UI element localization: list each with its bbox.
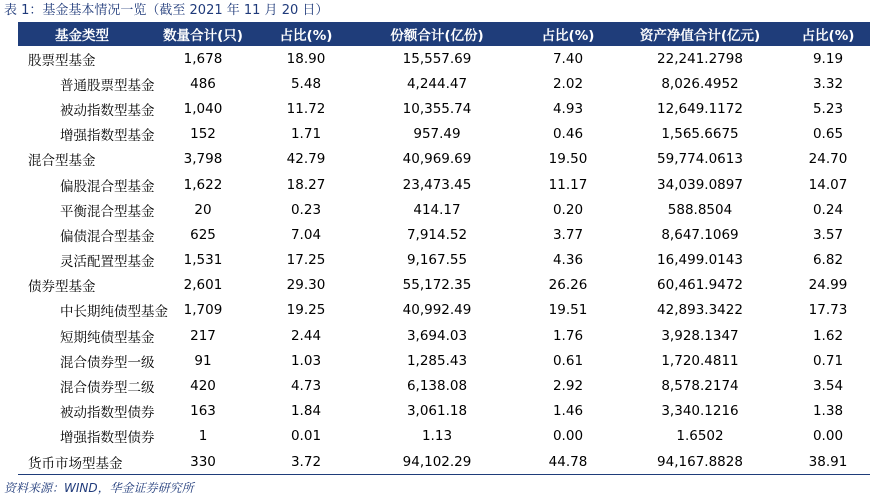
value-cell: 19.25 <box>286 302 326 319</box>
category-row <box>18 46 870 71</box>
value-cell: 40,969.69 <box>402 151 472 168</box>
value-cell: 42,893.3422 <box>657 302 743 319</box>
fund-type-cell: 混合型基金 <box>28 153 96 170</box>
table-caption: 表 1：基金基本情况一览（截至 2021 年 11 月 20 日） <box>4 3 329 18</box>
subcategory-row <box>18 96 870 121</box>
value-cell: 217 <box>190 327 216 344</box>
column-header-4: 占比(%) <box>522 22 614 46</box>
value-cell: 5.23 <box>812 100 844 117</box>
value-cell: 4.36 <box>552 252 584 269</box>
value-cell: 3,798 <box>183 151 223 168</box>
value-cell: 152 <box>190 126 216 143</box>
value-cell: 1,678 <box>183 50 223 67</box>
fund-type-cell: 股票型基金 <box>28 52 96 69</box>
value-cell: 0.00 <box>552 428 584 445</box>
value-cell: 14.07 <box>808 176 848 193</box>
value-cell: 330 <box>146 449 260 475</box>
fund-type-cell: 混合债券型一级 <box>60 354 155 371</box>
value-cell: 1.46 <box>552 403 584 420</box>
value-cell: 0.61 <box>552 352 584 369</box>
value-cell: 3,694.03 <box>406 327 468 344</box>
value-cell: 60,461.9472 <box>657 277 743 294</box>
value-cell: 4,244.47 <box>406 75 468 92</box>
value-cell: 1,040 <box>183 100 223 117</box>
column-header-0: 基金类型 <box>18 22 146 46</box>
fund-type-cell: 中长期纯债型基金 <box>60 304 168 321</box>
value-cell: 11.72 <box>286 100 326 117</box>
value-cell: 29.30 <box>286 277 326 294</box>
table-header <box>18 22 870 46</box>
column-header-3: 份额合计(亿份) <box>352 22 522 46</box>
value-cell: 1.84 <box>290 403 322 420</box>
value-cell: 3,928.1347 <box>661 327 739 344</box>
value-cell: 11.17 <box>548 176 588 193</box>
value-cell: 34,039.0897 <box>657 176 743 193</box>
fund-type-cell: 货币市场型基金 <box>18 449 146 475</box>
fund-type-cell: 偏股混合型基金 <box>60 178 155 195</box>
value-cell: 0.20 <box>552 201 584 218</box>
value-cell: 0.46 <box>552 126 584 143</box>
fund-type-cell: 增强指数型债券 <box>60 430 155 447</box>
value-cell: 24.70 <box>808 151 848 168</box>
value-cell: 5.48 <box>290 75 322 92</box>
value-cell: 0.01 <box>290 428 322 445</box>
value-cell: 9.19 <box>812 50 844 67</box>
value-cell: 0.71 <box>812 352 844 369</box>
value-cell: 3.57 <box>812 226 844 243</box>
fund-type-cell: 增强指数型基金 <box>60 128 155 145</box>
value-cell: 10,355.74 <box>402 100 472 117</box>
value-cell: 4.93 <box>552 100 584 117</box>
value-cell: 3,340.1216 <box>661 403 739 420</box>
value-cell: 94,102.29 <box>352 449 522 475</box>
category-row <box>18 449 870 475</box>
value-cell: 26.26 <box>548 277 588 294</box>
value-cell: 59,774.0613 <box>657 151 743 168</box>
value-cell: 40,992.49 <box>402 302 472 319</box>
value-cell: 588.8504 <box>667 201 733 218</box>
value-cell: 7.40 <box>552 50 584 67</box>
source-note: 资料来源：WIND，华金证券研究所 <box>4 481 194 495</box>
value-cell: 2.02 <box>552 75 584 92</box>
value-cell: 38.91 <box>786 449 870 475</box>
fund-overview-table <box>18 22 870 475</box>
value-cell: 20 <box>194 201 212 218</box>
table-body <box>18 46 870 475</box>
fund-type-cell: 短期纯债型基金 <box>60 329 155 346</box>
value-cell: 19.50 <box>548 151 588 168</box>
subcategory-row <box>18 348 870 373</box>
subcategory-row <box>18 298 870 323</box>
value-cell: 8,647.1069 <box>661 226 739 243</box>
value-cell: 2.92 <box>552 378 584 395</box>
value-cell: 94,167.8828 <box>614 449 786 475</box>
value-cell: 1,709 <box>183 302 223 319</box>
value-cell: 1.03 <box>290 352 322 369</box>
subcategory-row <box>18 399 870 424</box>
subcategory-row <box>18 424 870 449</box>
value-cell: 3.32 <box>812 75 844 92</box>
value-cell: 1.71 <box>290 126 322 143</box>
value-cell: 9,167.55 <box>406 252 468 269</box>
value-cell: 7,914.52 <box>406 226 468 243</box>
value-cell: 8,578.2174 <box>661 378 739 395</box>
value-cell: 6,138.08 <box>406 378 468 395</box>
value-cell: 1 <box>198 428 208 445</box>
fund-type-cell: 偏债混合型基金 <box>60 228 155 245</box>
value-cell: 7.04 <box>290 226 322 243</box>
subcategory-row <box>18 248 870 273</box>
value-cell: 0.24 <box>812 201 844 218</box>
header-row <box>18 22 870 46</box>
column-header-1: 数量合计(只) <box>146 22 260 46</box>
value-cell: 8,026.4952 <box>661 75 739 92</box>
column-header-5: 资产净值合计(亿元) <box>614 22 786 46</box>
value-cell: 18.90 <box>286 50 326 67</box>
fund-type-cell: 平衡混合型基金 <box>60 203 155 220</box>
value-cell: 0.23 <box>290 201 322 218</box>
value-cell: 22,241.2798 <box>657 50 743 67</box>
value-cell: 23,473.45 <box>402 176 472 193</box>
value-cell: 625 <box>190 226 216 243</box>
value-cell: 0.65 <box>812 126 844 143</box>
value-cell: 6.82 <box>812 252 844 269</box>
value-cell: 1,622 <box>183 176 223 193</box>
value-cell: 3.72 <box>260 449 352 475</box>
subcategory-row <box>18 71 870 96</box>
value-cell: 1,720.4811 <box>661 352 739 369</box>
fund-type-cell: 被动指数型债券 <box>60 405 155 422</box>
value-cell: 17.73 <box>808 302 848 319</box>
value-cell: 957.49 <box>413 126 461 143</box>
value-cell: 486 <box>190 75 216 92</box>
value-cell: 420 <box>190 378 216 395</box>
value-cell: 3.77 <box>552 226 584 243</box>
subcategory-row <box>18 197 870 222</box>
column-header-6: 占比(%) <box>786 22 870 46</box>
value-cell: 1.6502 <box>676 428 724 445</box>
value-cell: 42.79 <box>286 151 326 168</box>
column-header-2: 占比(%) <box>260 22 352 46</box>
subcategory-row <box>18 122 870 147</box>
value-cell: 2.44 <box>290 327 322 344</box>
value-cell: 1,285.43 <box>406 352 468 369</box>
value-cell: 163 <box>190 403 216 420</box>
subcategory-row <box>18 222 870 247</box>
category-row <box>18 273 870 298</box>
value-cell: 44.78 <box>522 449 614 475</box>
value-cell: 18.27 <box>286 176 326 193</box>
value-cell: 17.25 <box>286 252 326 269</box>
fund-type-cell: 债券型基金 <box>28 279 96 296</box>
value-cell: 3.54 <box>812 378 844 395</box>
value-cell: 1.13 <box>421 428 453 445</box>
fund-type-cell: 被动指数型基金 <box>60 102 155 119</box>
subcategory-row <box>18 172 870 197</box>
value-cell: 1.38 <box>812 403 844 420</box>
fund-type-cell: 普通股票型基金 <box>60 77 155 94</box>
fund-type-cell: 混合债券型二级 <box>60 380 155 397</box>
value-cell: 91 <box>194 352 212 369</box>
value-cell: 1,565.6675 <box>661 126 739 143</box>
value-cell: 3,061.18 <box>406 403 468 420</box>
value-cell: 1.62 <box>812 327 844 344</box>
value-cell: 55,172.35 <box>402 277 472 294</box>
value-cell: 1.76 <box>552 327 584 344</box>
value-cell: 12,649.1172 <box>657 100 743 117</box>
value-cell: 24.99 <box>808 277 848 294</box>
value-cell: 19.51 <box>548 302 588 319</box>
value-cell: 16,499.0143 <box>657 252 743 269</box>
value-cell: 414.17 <box>413 201 461 218</box>
value-cell: 1,531 <box>183 252 223 269</box>
category-row <box>18 147 870 172</box>
fund-type-cell: 灵活配置型基金 <box>60 254 155 271</box>
subcategory-row <box>18 373 870 398</box>
value-cell: 4.73 <box>290 378 322 395</box>
value-cell: 2,601 <box>183 277 223 294</box>
value-cell: 15,557.69 <box>402 50 472 67</box>
subcategory-row <box>18 323 870 348</box>
value-cell: 0.00 <box>812 428 844 445</box>
